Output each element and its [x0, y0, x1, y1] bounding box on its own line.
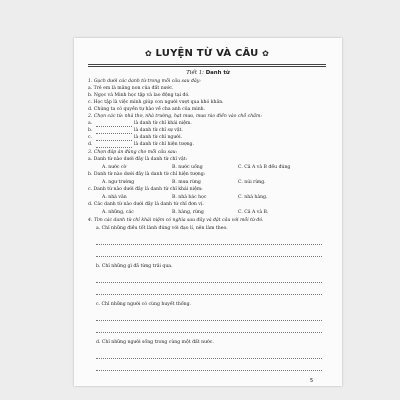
q3b-option-c[interactable]: C. núi rừng.: [238, 180, 266, 185]
q4-item-b: b. Chỉ những gì đã từng trải qua.: [96, 264, 173, 269]
q4-item-d: d. Chỉ những người sống trong cùng một đất nước.: [96, 340, 214, 345]
q1-item-a: a. Trẻ em là măng non của đất nước.: [88, 86, 174, 91]
question-1-prompt: 1. Gạch dưới các danh từ trong mỗi câu sau đây:: [88, 79, 201, 84]
q2-blank-a[interactable]: [96, 126, 132, 127]
q4b-answer-line-2[interactable]: [96, 294, 322, 295]
q3a-option-b[interactable]: B. nước uống: [172, 165, 203, 170]
q2-letter-c: c.: [88, 135, 93, 140]
q2-text-b: là danh từ chỉ sự vật.: [134, 128, 183, 133]
q1-item-d: d. Chúng ta có quyền tự hào về cha anh của mình.: [88, 107, 206, 112]
lesson-prefix: Tiết 1:: [186, 70, 204, 76]
lesson-heading: [74, 70, 342, 76]
question-4-prompt: 4. Tìm các danh từ chỉ khái niệm có nghĩa sau đây và đặt câu với mỗi từ đó.: [88, 218, 264, 223]
section-banner: [88, 48, 326, 59]
page-number: 5: [310, 378, 314, 384]
q4-item-c: c. Chỉ những người có cùng huyết thống.: [96, 302, 191, 307]
q1-item-b: b. Ngọc và Minh học tập và lao động tại đó.: [88, 93, 190, 98]
section-title: LUYỆN TỪ VÀ CÂU: [155, 48, 259, 59]
q3c-option-b[interactable]: B. nhà bác học: [172, 195, 207, 200]
title-rule-top: [88, 64, 326, 65]
workbook-page: [74, 38, 342, 386]
q4a-answer-line-2[interactable]: [96, 256, 322, 257]
flower-right-icon: ✿: [262, 49, 270, 58]
q2-blank-c[interactable]: [96, 140, 132, 141]
q3b-option-a[interactable]: A. ngư trường: [102, 180, 135, 185]
q2-text-a: là danh từ chỉ khái niệm.: [134, 121, 192, 126]
q4d-answer-line-2[interactable]: [96, 370, 322, 371]
q3a-option-c[interactable]: C. Cả A và B đều đúng: [238, 165, 291, 170]
q2-text-d: là danh từ chỉ hiện tượng.: [134, 142, 194, 147]
q3-stem-c: c. Danh từ nào dưới đây là danh từ chỉ khái niệm:: [88, 187, 203, 192]
q2-letter-a: a.: [88, 121, 93, 126]
q1-item-c: c. Học tập là việc mình giúp con người vượt qua khó khăn.: [88, 100, 224, 105]
q4c-answer-line-2[interactable]: [96, 332, 322, 333]
q2-letter-d: d.: [88, 142, 93, 147]
q3d-option-c[interactable]: C. Cả A và B.: [238, 210, 269, 215]
q4b-answer-line-1[interactable]: [96, 282, 322, 283]
q4-item-a: a. Chỉ những điều tốt lành đúng với đạo lí, nên làm theo.: [96, 226, 228, 231]
q3c-option-a[interactable]: A. nhà văn: [102, 195, 127, 200]
question-2-prompt: 2. Chọn các từ: nhà thơ, nhà trường, hạt mưa, mưa rào điền vào chỗ chấm:: [88, 114, 262, 119]
q4d-answer-line-1[interactable]: [96, 358, 322, 359]
title-rule-bottom: [88, 66, 326, 67]
q3b-option-b[interactable]: B. mưa rừng: [172, 180, 201, 185]
q2-letter-b: b.: [88, 128, 93, 133]
q2-text-c: là danh từ chỉ người.: [134, 135, 183, 140]
flower-left-icon: ✿: [144, 49, 152, 58]
q4a-answer-line-1[interactable]: [96, 244, 322, 245]
q2-blank-b[interactable]: [96, 133, 132, 134]
question-3-prompt: 3. Chọn đáp án đúng cho mỗi câu sau:: [88, 150, 178, 155]
q3d-option-a[interactable]: A. những, các: [102, 210, 134, 215]
q3-stem-d: d. Các danh từ nào dưới đây là danh từ chỉ đơn vị.: [88, 202, 204, 207]
q3c-option-c[interactable]: C. nhà hàng.: [238, 195, 268, 200]
q4c-answer-line-1[interactable]: [96, 320, 322, 321]
q3d-option-b[interactable]: B. hàng, rừng: [172, 210, 204, 215]
q2-blank-d[interactable]: [96, 147, 132, 148]
lesson-name: Danh từ: [205, 70, 230, 76]
q3-stem-b: b. Danh từ nào dưới đây là danh từ chỉ hiện tượng:: [88, 172, 206, 177]
q3a-option-a[interactable]: A. nước cờ: [102, 165, 127, 170]
q3-stem-a: a. Danh từ nào dưới đây là danh từ chỉ vật:: [88, 157, 188, 162]
